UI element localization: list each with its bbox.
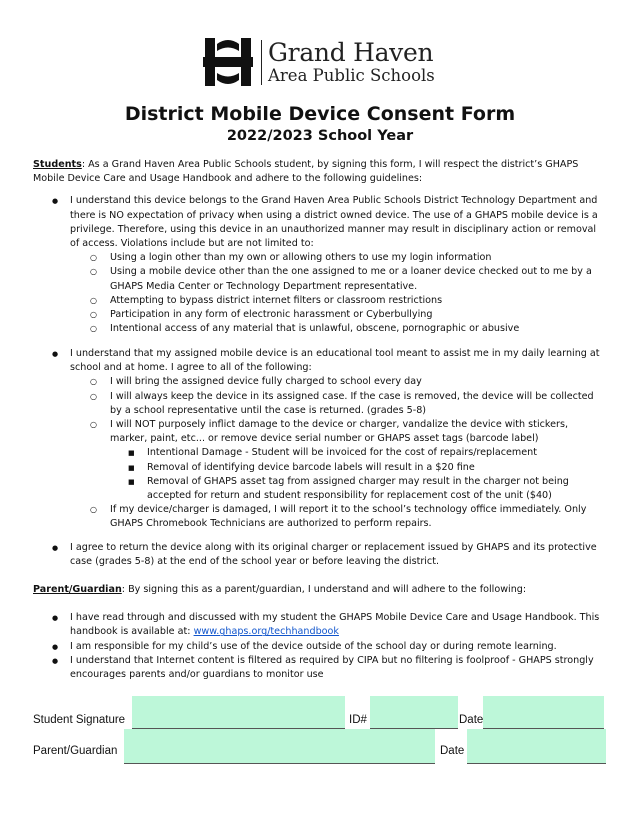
list-item: ● I understand this device belongs to the Grand Haven Area Public Schools District Technology Department and there is NO expectation of privacy when using a district owned device. The use of a GHAPS mobile device is a privilege. Therefore, using this device in an unauthorized manner may result in disciplinary action or removal of access. Violations include but are not limited to: (33, 194, 608, 251)
return-section (33, 541, 608, 569)
list-item: ○ I will bring the assigned device fully charged to school every day (33, 375, 608, 389)
student-date-field[interactable] (483, 696, 604, 729)
list-item: ○ Using a mobile device other than the one assigned to me or a loaner device checked out to me by a GHAPS Media Center or Technology Department representative. (33, 265, 608, 293)
logo-line2: Area Public Schools (268, 65, 435, 85)
students-label: Students (33, 159, 82, 170)
page-title: District Mobile Device Consent Form (124, 103, 516, 125)
student-signature-field[interactable] (132, 696, 345, 729)
student-date-label: Date (459, 714, 484, 726)
parent-date-label: Date (440, 745, 465, 757)
parent-signature-field[interactable] (124, 729, 435, 764)
list-item: ■ Removal of GHAPS asset tag from assigned charger may result in the charger not being accepted for return and student responsibility for replacement cost of the unit ($40) (33, 475, 608, 503)
handbook-link[interactable]: www.ghaps.org/techhandbook (193, 626, 339, 638)
students-intro: Students: As a Grand Haven Area Public Schools student, by signing this form, I will respect the district’s GHAPS Mobile Device Care and Usage Handbook and adhere to the following guidelines: (33, 159, 579, 185)
list-item: ■ Intentional Damage - Student will be invoiced for the cost of repairs/replacement (33, 446, 608, 460)
list-item: ● I agree to return the device along with its original charger or replacement issued by GHAPS and its protective case (grades 5-8) at the end of the school year or before leaving the district. (33, 541, 608, 569)
district-logo (203, 38, 435, 86)
list-item: ● I understand that Internet content is filtered as required by CIPA but no filtering is foolproof - GHAPS strongly encourages parents and/or guardians to monitor use (33, 654, 608, 682)
parent-date-field[interactable] (467, 729, 606, 764)
id-label: ID# (349, 714, 367, 726)
student-id-field[interactable] (370, 696, 458, 729)
parent-intro: Parent/Guardian: By signing this as a parent/guardian, I understand and will adhere to the following: (33, 584, 527, 595)
student-signature-label: Student Signature (33, 714, 126, 726)
ghaps-logo-icon (203, 38, 253, 86)
page-subtitle: 2022/2023 School Year (226, 128, 414, 144)
parent-signature-label: Parent/Guardian (33, 745, 118, 757)
list-item: ○ Using a login other than my own or allowing others to use my login information (33, 251, 608, 265)
list-item: ● I am responsible for my child’s use of the device outside of the school day or during remote learning. (33, 640, 608, 654)
list-item: ○ Intentional access of any material that is unlawful, obscene, pornographic or abusive (33, 322, 608, 336)
list-item: ○ Participation in any form of electronic harassment or Cyberbullying (33, 308, 608, 322)
list-item: ● I have read through and discussed with my student the GHAPS Mobile Device Care and Usage Handbook. This handbook is available at: www.ghaps.org/techhandbook (33, 611, 608, 639)
list-item: ○ Attempting to bypass district internet filters or classroom restrictions (33, 294, 608, 308)
students-agreements (33, 347, 608, 532)
parent-label: Parent/Guardian (33, 584, 122, 595)
students-section (33, 158, 608, 336)
list-item: ● I understand that my assigned mobile device is an educational tool meant to assist me in my daily learning at school and at home. I agree to all of the following: (33, 347, 608, 375)
list-item: ■ Removal of identifying device barcode labels will result in a $20 fine (33, 461, 608, 475)
list-item: ○ If my device/charger is damaged, I will report it to the school’s technology office immediately. Only GHAPS Chromebook Technicians are authorized to perform repairs. (33, 503, 608, 531)
parent-section (33, 583, 608, 682)
list-item: ○ I will always keep the device in its assigned case. If the case is removed, the device will be collected by a school representative until the case is returned. (grades 5-8) (33, 390, 608, 418)
list-item: ○ I will NOT purposely inflict damage to the device or charger, vandalize the device with stickers, marker, paint, etc... or remove device serial number or GHAPS asset tags (barcode label) (33, 418, 608, 446)
logo-line1: Grand Haven (268, 37, 434, 67)
